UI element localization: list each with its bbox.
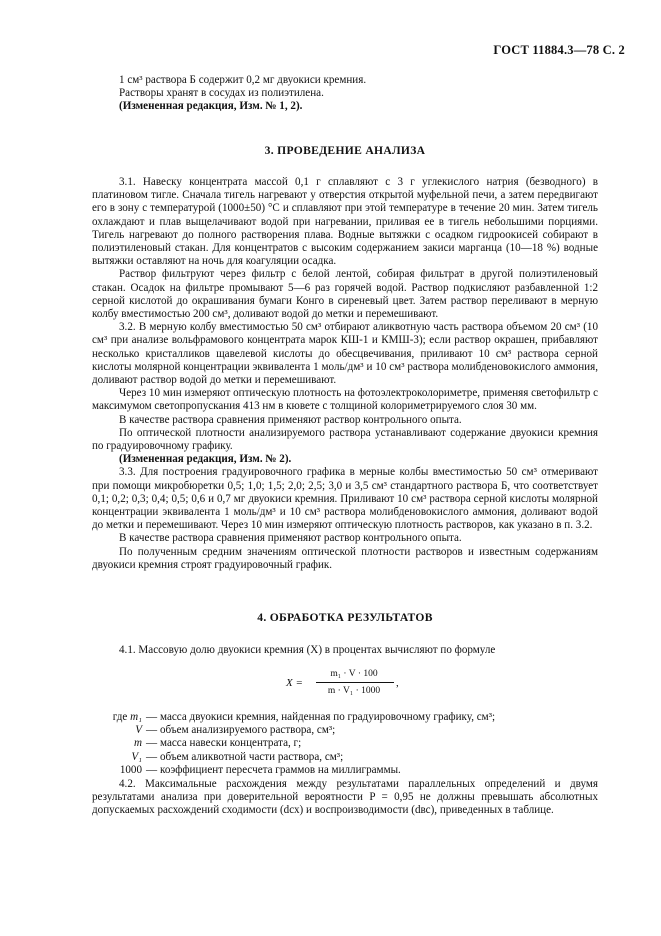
paragraph-4-2: 4.2. Максимальные расхождения между результатами параллельных определений и двумя результатами анализа при доверительной вероятности P = 0,95 не должны превышать абсолютных допускаемых расхождений сходимости (dсх) и воспроизводимости (dвс), приведенных в таблице.	[92, 778, 598, 817]
paragraph-3-2: 3.2. В мерную колбу вместимостью 50 см³ отбирают аликвотную часть раствора объемом 20 см³ (10 см³ при анализе вольфрамового концентрата марок КШ-1 и КМШ-3); если раствор окрашен, прибавляют несколько кристалликов щавелевой кислоты до обесцвечивания, приливают 10 см³ раствора серной кислоты молярной концентрации эквивалента 1 моль/дм³ и 10 см³ раствора молибденовокислого аммония, доливают раствор водой до метки и перемешивают.	[92, 321, 598, 387]
section-4-body	[92, 778, 598, 818]
legend-text: объем анализируемого раствора, см³;	[160, 724, 336, 737]
paragraph-3-3-reference: В качестве раствора сравнения применяют раствор контрольного опыта.	[119, 532, 462, 545]
legend-dash: —	[146, 763, 158, 776]
legend-text: масса двуокиси кремния, найденная по градуировочному графику, см³;	[160, 711, 496, 723]
legend-symbol: V₁	[131, 750, 142, 763]
paragraph-4-1: 4.1. Массовую долю двуокиси кремния (X) в процентах вычисляют по формуле	[119, 644, 496, 656]
formula-lhs: X =	[286, 677, 303, 689]
legend-prefix: где	[112, 711, 128, 723]
page-header: ГОСТ 11884.3—78 С. 2	[493, 43, 625, 57]
section-3-title: 3. ПРОВЕДЕНИЕ АНАЛИЗА	[264, 144, 426, 157]
intro-revision: (Измененная редакция, Изм. № 1, 2).	[119, 100, 303, 113]
legend-symbol: m₁	[130, 711, 142, 723]
section-3-body	[92, 176, 598, 572]
legend-dash: —	[146, 750, 158, 763]
formula-denominator: m · V₁ · 1000	[327, 686, 381, 696]
legend-dash: —	[146, 724, 158, 737]
intro-line-2: Растворы хранят в сосудах из полиэтилена.	[119, 87, 324, 100]
fraction-bar	[316, 682, 394, 683]
paragraph-3-1: 3.1. Навеску концентрата массой 0,1 г сплавляют с 3 г углекислого натрия (безводного) в платиновом тигле. Сначала тигель нагревают у отверстия открытой муфельной печи, а затем передвигают его в зону с температурой (1000±50) °С и сплавляют при этой температуре в течение 20 мин. Затем тигель охлаждают и плав выщелачивают водой при нагревании, приливая ее в тигель небольшими порциями. Тигель нагревают до полного растворения плава. Водные вытяжки с осадком гидроокисей собирают в полиэтиленовый стакан. Для концентратов с высоким содержанием закиси марганца (10—18 %) водные вытяжки оставляют на ночь для коагуляции осадка.	[92, 176, 598, 268]
paragraph-3-2-measure: Через 10 мин измеряют оптическую плотность на фотоэлектроколориметре, применяя светофильтр с максимумом светопропускания 413 нм в кювете с толщиной колориметрируемого слоя 30 мм.	[92, 387, 598, 413]
legend-symbol: 1000	[119, 763, 142, 776]
legend-row	[92, 737, 598, 750]
formula	[286, 668, 406, 702]
paragraph-3-3-graph: По полученным средним значениям оптической плотности растворов и известным содержаниям двуокиси кремния строят градуировочный график.	[92, 545, 598, 571]
section-4-title: 4. ОБРАБОТКА РЕЗУЛЬТАТОВ	[257, 611, 433, 624]
legend-row	[92, 711, 598, 724]
intro-line-1: 1 см³ раствора Б содержит 0,2 мг двуокиси кремния.	[119, 74, 367, 86]
legend-text: масса навески концентрата, г;	[160, 737, 302, 750]
legend-text: коэффициент пересчета граммов на миллиграммы.	[160, 763, 401, 776]
section-3-revision: (Измененная редакция, Изм. № 2).	[119, 453, 292, 466]
formula-legend	[92, 711, 598, 777]
paragraph-3-3: 3.3. Для построения градуировочного графика в мерные колбы вместимостью 50 см³ отмеривают при помощи микробюретки 0,5; 1,0; 1,5; 2,0; 2,5; 3,0 и 3,5 см³ стандартного раствора Б, что соответствует 0,1; 0,2; 0,3; 0,4; 0,5; 0,6 и 0,7 мг двуокиси кремния. Приливают 10 см³ раствора серной кислоты молярной концентрации эквивалента 1 моль/дм³ и 10 см³ раствора молибденовокислого аммония, доливают водой до метки и перемешивают. Через 10 мин измеряют оптическую плотность растворов, как указано в п. 3.2.	[92, 466, 598, 532]
legend-row	[92, 751, 598, 764]
paragraph-3-1-cont: Раствор фильтруют через фильтр с белой лентой, собирая фильтрат в другой полиэтиленовый стакан. Осадок на фильтре промывают 5—6 раз горячей водой. Раствор подкисляют разбавленной 1:2 серной кислотой до окрашивания бумаги Конго в сиреневый цвет. Затем раствор переливают в мерную колбу вместимостью 200 см³, доливают водой до метки и перемешивают.	[92, 268, 598, 321]
paragraph-3-2-graph: По оптической плотности анализируемого раствора устанавливают содержание двуокиси кремния по градуировочному графику.	[92, 426, 598, 453]
legend-row	[92, 764, 598, 777]
formula-comma: ,	[396, 677, 399, 689]
section-4-intro	[92, 644, 598, 657]
legend-symbol: V	[135, 724, 142, 737]
legend-dash: —	[146, 711, 158, 723]
paragraph-3-2-reference: В качестве раствора сравнения применяют раствор контрольного опыта.	[119, 413, 462, 426]
legend-dash: —	[146, 737, 158, 750]
legend-text: объем аликвотной части раствора, см³;	[160, 750, 344, 763]
formula-numerator: m₁ · V · 100	[330, 669, 378, 679]
legend-symbol: m	[133, 737, 142, 750]
legend-row	[92, 724, 598, 737]
intro-block	[92, 74, 598, 114]
